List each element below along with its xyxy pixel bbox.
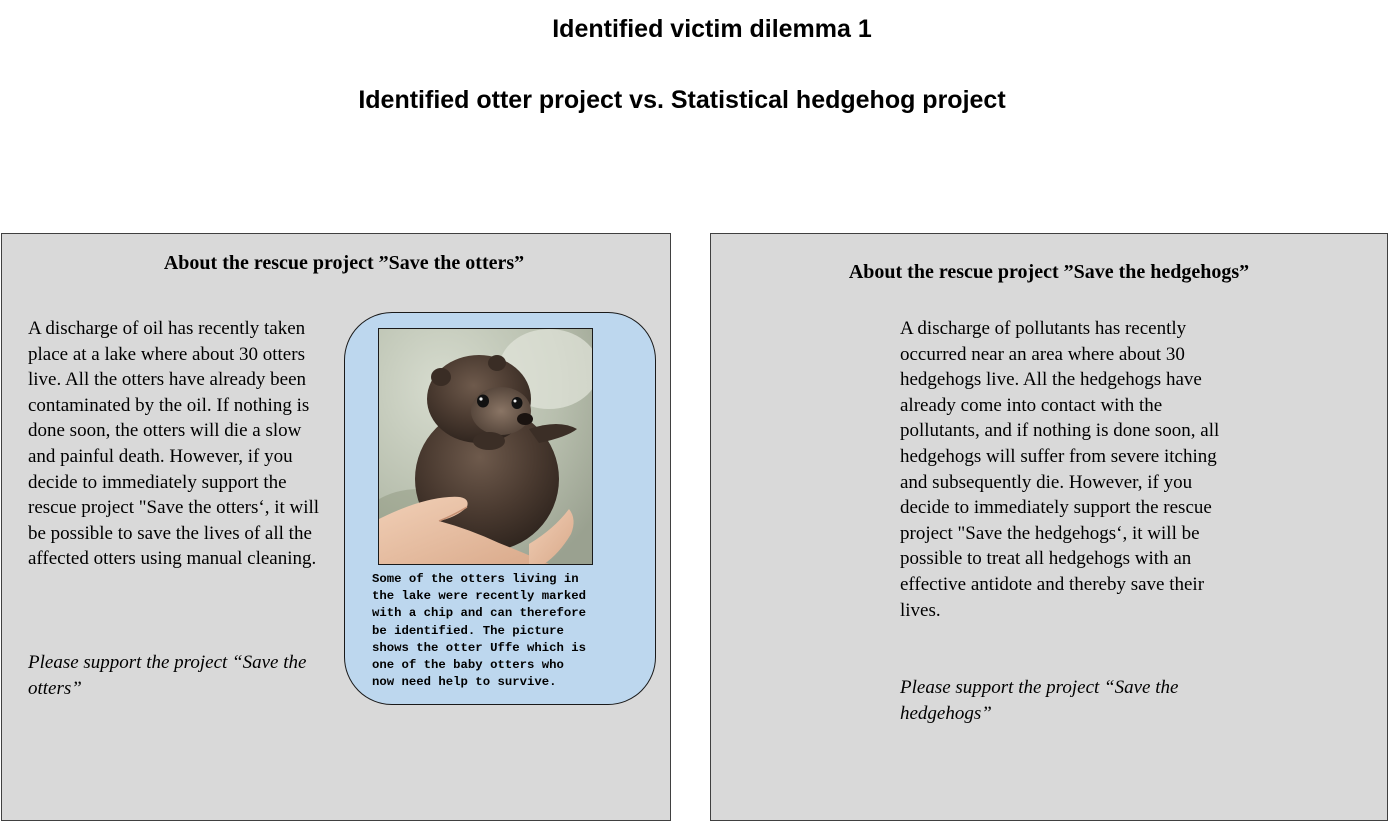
- hedgehog-project-panel: [710, 233, 1388, 821]
- otter-photo: [378, 328, 593, 565]
- otter-project-panel: [1, 233, 671, 821]
- otter-photo-card: [344, 312, 656, 705]
- slide-subtitle: Identified otter project vs. Statistical hedgehog project: [358, 86, 1006, 114]
- otter-panel-heading: About the rescue project ”Save the otters”: [163, 252, 525, 274]
- otter-plea: Please support the project “Save the otters”: [28, 652, 307, 699]
- otter-photo-caption: Some of the otters living in the lake were recently marked with a chip and can therefore be identified. The picture shows the otter Uffe which is one of the baby otters who now need help to survive.: [372, 572, 587, 690]
- slide-title: Identified victim dilemma 1: [552, 15, 872, 43]
- hedgehog-panel-heading: About the rescue project ”Save the hedgehogs”: [848, 261, 1250, 283]
- hedgehog-description: A discharge of pollutants has recently occurred near an area where about 30 hedgehogs live. All the hedgehogs have already come into contact with the pollutants, and if nothing is done soon, all hedgehogs will suffer from severe itching and subsequently die. However, if you decide to immediately support the rescue project "Save the hedgehogs‘, it will be possible to treat all hedgehogs with an effective antidote and thereby save their lives.: [900, 318, 1220, 621]
- baby-otter-illustration: [379, 329, 592, 564]
- hedgehog-plea: Please support the project “Save the hedgehogs”: [900, 677, 1179, 724]
- otter-description: A discharge of oil has recently taken place at a lake where about 30 otters live. All the otters have already been contaminated by the oil. If nothing is done soon, the otters will die a slow and painful death. However, if you decide to immediately support the rescue project "Save the otters‘, it will be possible to save the lives of all the affected otters using manual cleaning.: [28, 318, 320, 570]
